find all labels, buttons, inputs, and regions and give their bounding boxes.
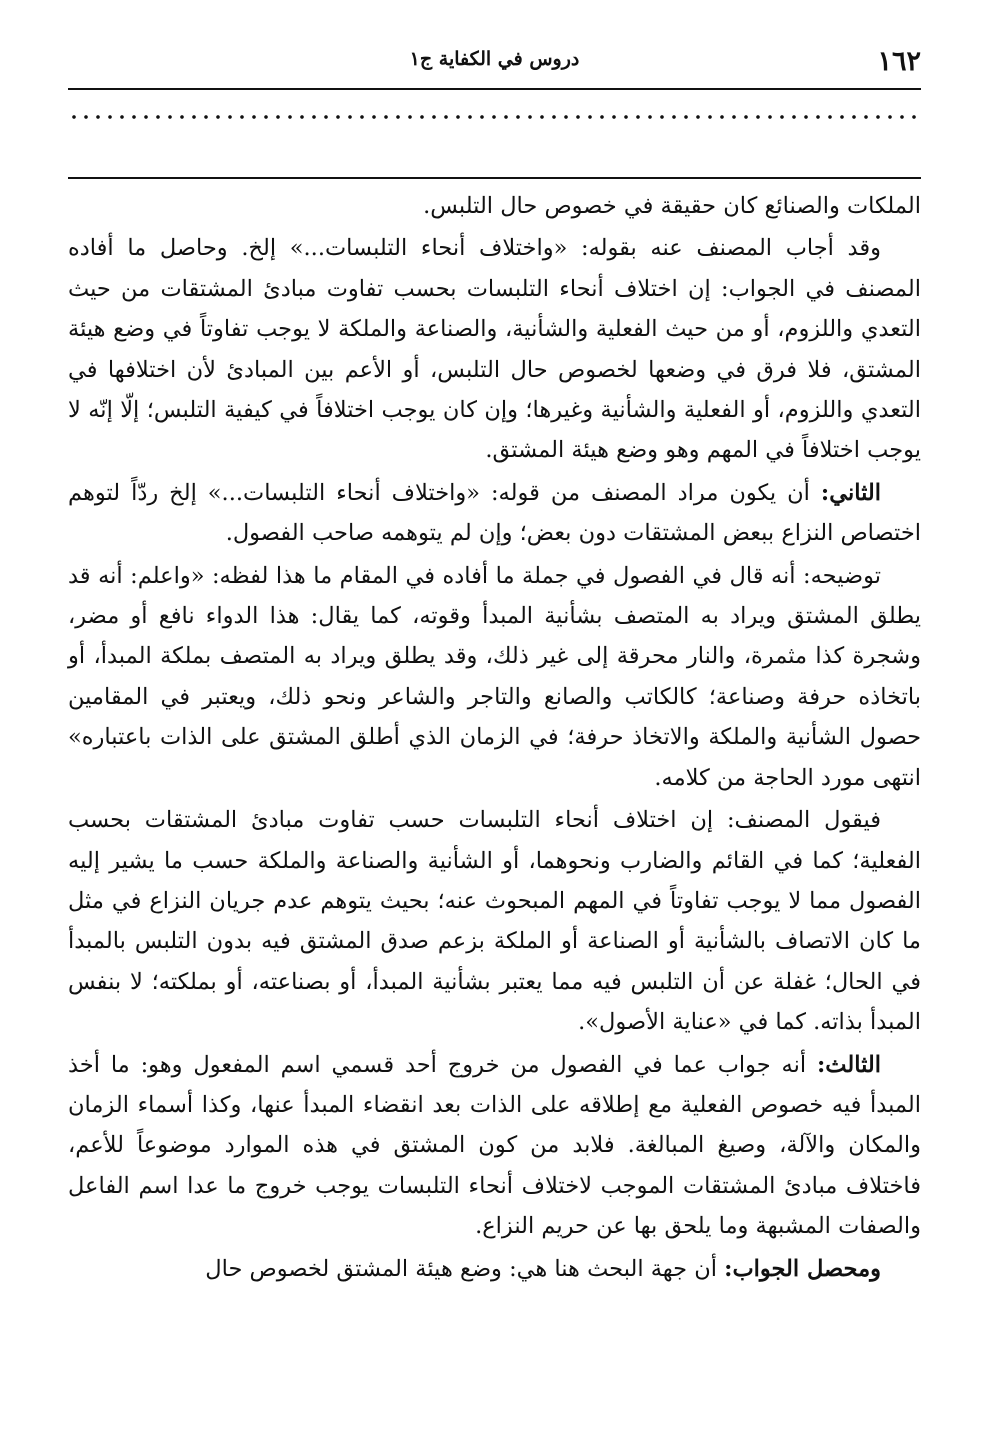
paragraph-text: أنه جواب عما في الفصول من خروج أحد قسمي اسم المفعول وهو: ما أخذ المبدأ فيه خصوص الفعلية مع إطلاقه على الذات بعد انقضاء المبدأ عنها، وكذا أسماء الزمان والمكان والآلة، وصيغ المبالغة. فلابد من كون المشتق في هذه الموارد موضوعاً للأعم، فاختلاف مبادئ المشتقات الموجب لاختلاف أنحاء التلبسات يوجب خروج ما عدا اسم الفاعل والصفات المشبهة وما يلحق بها عن حريم النزاع.	[68, 1051, 921, 1240]
section-rule	[68, 177, 921, 179]
paragraph-6	[68, 1045, 921, 1247]
paragraph-text: فيقول المصنف: إن اختلاف أنحاء التلبسات حسب تفاوت مبادئ المشتقات بحسب الفعلية؛ كما في القائم والضارب ونحوهما، أو الشأنية والصناعة والملكة حسب ما يشير إليه الفصول مما لا يوجب تفاوتاً في المهم المبحوث عنه؛ بحيث يتوهم عدم جريان النزاع في مثل ما كان الاتصاف بالشأنية أو الصناعة أو الملكة بزعم صدق المشتق فيه بدون التلبس بالمبدأ في الحال؛ غفلة عن أن التلبس فيه مما يعتبر بشأنية المبدأ، أو بصناعته، أو بملكته؛ لا بنفس المبدأ بذاته. كما في «عناية الأصول».	[68, 807, 921, 1036]
paragraph-4	[68, 556, 921, 798]
page-header	[68, 40, 921, 80]
paragraph-text: توضيحه: أنه قال في الفصول في جملة ما أفاده في المقام ما هذا لفظه: «واعلم: أنه قد يطلق المشتق ويراد به المتصف بشأنية المبدأ وقوته، كما يقال: هذا الدواء نافع أو مضر، وشجرة كذا مثمرة، والنار محرقة إلى غير ذلك، وقد يطلق ويراد به المتصف بملكة المبدأ، أو باتخاذه حرفة وصناعة؛ كالكاتب والصانع والتاجر والشاعر ونحو ذلك، ويعتبر في المقامين حصول الشأنية والملكة والاتخاذ حرفة؛ في الزمان الذي أطلق المشتق على الذات باعتباره» انتهى مورد الحاجة من كلامه.	[68, 562, 921, 791]
running-title: دروس في الكفاية ج١	[409, 48, 580, 70]
paragraph-text: وقد أجاب المصنف عنه بقوله: «واختلاف أنحاء التلبسات...» إلخ. وحاصل ما أفاده المصنف في الجواب: إن اختلاف أنحاء التلبسات بحسب تفاوت مبادئ المشتقات من حيث التعدي واللزوم، أو من حيث الفعلية والشأنية، والصناعة والملكة لا يوجب تفاوتاً في وضع هيئة المشتق، فلا فرق في وضعها لخصوص حال التلبس، أو الأعم بين المبادئ لأن اختلافها في التعدي واللزوم، أو الفعلية والشأنية وغيرها؛ وإن كان يوجب اختلافاً في كيفية التلبس؛ إلّا إنّه لا يوجب اختلافاً في المهم وهو وضع هيئة المشتق.	[68, 235, 921, 464]
paragraph-7	[68, 1249, 921, 1289]
paragraph-5	[68, 800, 921, 1042]
paragraph-lead: ومحصل الجواب:	[724, 1255, 881, 1282]
header-rule	[68, 88, 921, 90]
paragraph-text: أن جهة البحث هنا هي: وضع هيئة المشتق لخصوص حال	[205, 1255, 725, 1282]
paragraph-2	[68, 228, 921, 470]
paragraph-1	[68, 186, 921, 226]
paragraph-text: الملكات والصنائع كان حقيقة في خصوص حال التلبس.	[423, 193, 921, 219]
paragraph-lead: الثاني:	[820, 479, 881, 506]
page-number: ١٦٢	[877, 46, 921, 77]
paragraph-lead: الثالث:	[816, 1051, 881, 1078]
paragraph-3	[68, 473, 921, 554]
ellipsis-dots-line	[68, 113, 921, 121]
body-text	[68, 186, 921, 1289]
paragraph-text: أن يكون مراد المصنف من قوله: «واختلاف أنحاء التلبسات...» إلخ ردّاً لتوهم اختصاص النزاع ببعض المشتقات دون بعض؛ وإن لم يتوهمه صاحب الفصول.	[68, 479, 921, 547]
